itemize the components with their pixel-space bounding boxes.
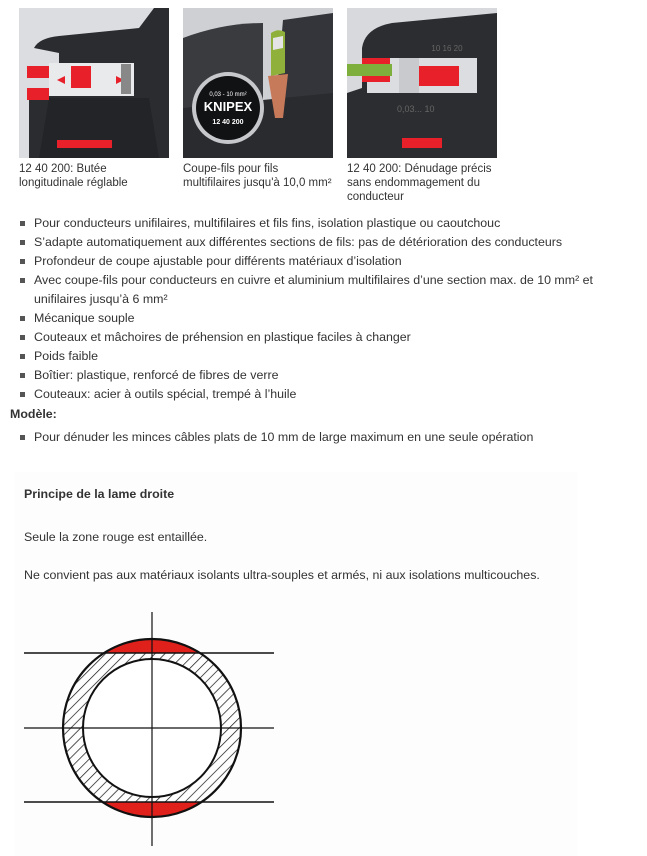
feature-item: Profondeur de coupe ajustable pour différents matériaux d’isolation bbox=[34, 252, 640, 271]
badge-brand: KNIPEX bbox=[203, 99, 253, 114]
model-list bbox=[0, 428, 640, 447]
gallery-item bbox=[19, 8, 169, 190]
gallery-item bbox=[183, 8, 333, 190]
feature-item: Couteaux: acier à outils spécial, trempé à l’huile bbox=[34, 385, 640, 404]
precise-stripping-photo bbox=[347, 8, 497, 158]
model-item: Pour dénuder les minces câbles plats de 10 mm de large maximum en une seule opération bbox=[34, 428, 640, 447]
model-heading: Modèle: bbox=[10, 407, 57, 421]
length-stop-photo bbox=[19, 8, 169, 158]
badge-code: 12 40 200 bbox=[212, 119, 244, 126]
gallery-caption: 12 40 200: Butée longitudinale réglable bbox=[19, 163, 128, 189]
feature-item: Couteaux et mâchoires de préhension en plastique faciles à changer bbox=[34, 328, 640, 347]
feature-item: Mécanique souple bbox=[34, 309, 640, 328]
scale-top: 10 16 20 bbox=[431, 44, 463, 53]
feature-section bbox=[0, 214, 640, 447]
principle-note: Ne convient pas aux matériaux isolants ultra-souples et armés, ni aux isolations multicouches. bbox=[24, 568, 540, 582]
straight-blade-diagram bbox=[24, 606, 278, 850]
feature-item: Poids faible bbox=[34, 347, 640, 366]
cutter-photo bbox=[183, 8, 333, 158]
feature-item: Boîtier: plastique, renforcé de fibres de verre bbox=[34, 366, 640, 385]
feature-list bbox=[0, 214, 640, 404]
feature-item: Avec coupe-fils pour conducteurs en cuivre et aluminium multifilaires d’une section max. de 10 mm² et unifilaires jusqu’à 6 mm² bbox=[34, 271, 640, 309]
principle-title: Principe de la lame droite bbox=[24, 487, 175, 501]
gallery-caption: Coupe-fils pour fils multifilaires jusqu'à 10,0 mm² bbox=[183, 163, 332, 189]
feature-item: S’adapte automatiquement aux différentes sections de fils: pas de détérioration des conducteurs bbox=[34, 233, 640, 252]
image-gallery bbox=[19, 8, 509, 208]
principle-text: Seule la zone rouge est entaillée. bbox=[24, 530, 208, 544]
scale-bottom: 0,03... 10 bbox=[397, 104, 435, 114]
badge-range: 0,03 - 10 mm² bbox=[209, 92, 247, 98]
gallery-caption: 12 40 200: Dénudage précis sans endommagement du conducteur bbox=[347, 163, 492, 203]
feature-item: Pour conducteurs unifilaires, multifilaires et fils fins, isolation plastique ou caoutchouc bbox=[34, 214, 640, 233]
gallery-item bbox=[347, 8, 497, 204]
